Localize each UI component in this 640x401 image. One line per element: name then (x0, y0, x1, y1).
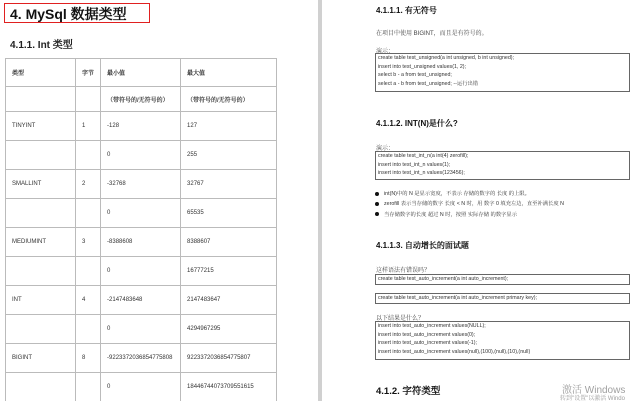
code-line: create table test_auto_increment(a int auto_increment); (378, 276, 509, 282)
bullet-text: 当存储数字的长度 超过 N 时，按照 实际存储 的数字显示 (384, 211, 518, 218)
table-cell: -8388608 (101, 228, 181, 257)
table-cell: -9223372036854775808 (101, 344, 181, 373)
table-cell (76, 315, 101, 344)
table-cell: 8388607 (181, 228, 277, 257)
table-cell: -128 (101, 112, 181, 141)
table-cell: INT (6, 286, 76, 315)
code-line: insert into test_auto_increment values(NULL); (378, 323, 486, 329)
table-cell: 0 (101, 315, 181, 344)
table-cell (6, 257, 76, 286)
question-result: 以下结果是什么？ (376, 316, 425, 322)
table-cell: 4294967295 (181, 315, 277, 344)
left-page (0, 0, 318, 401)
code-line: create table test_unsigned(a int unsigned, b int unsigned); (378, 55, 515, 61)
list-item (375, 199, 564, 209)
table-cell: 32767 (181, 170, 277, 199)
list-item (375, 210, 564, 220)
table-header-cell: 最大值 (181, 59, 277, 87)
table-header-row (6, 59, 277, 87)
table-row (6, 170, 277, 199)
table-cell: -2147483648 (101, 286, 181, 315)
table-cell: （带符号的/无符号的） (181, 87, 277, 112)
table-row (6, 228, 277, 257)
table-row (6, 315, 277, 344)
table-row (6, 257, 277, 286)
question-syntax: 这样语法有错误吗？ (376, 268, 431, 274)
table-cell (76, 373, 101, 401)
table-cell: 255 (181, 141, 277, 170)
table-row (6, 112, 277, 141)
table-cell: 127 (181, 112, 277, 141)
activation-watermark-title: 激活 Windows (562, 385, 626, 396)
table-cell: 1 (76, 112, 101, 141)
table-cell (76, 257, 101, 286)
table-row (6, 199, 277, 228)
code-line: insert into test_int_n values(1); (378, 161, 451, 168)
table-cell (6, 87, 76, 112)
code-line: create table test_int_n(a int(4) zerofill); (378, 153, 469, 159)
code-line: insert into test_auto_increment values(-1); (378, 340, 477, 346)
demo-label: 演示： (376, 49, 395, 55)
code-block-ai-2 (375, 293, 630, 304)
heading-unsigned: 4.1.1.1. 有无符号 (376, 6, 437, 15)
code-block-int-n (375, 151, 630, 180)
code-block-ai-3 (375, 321, 630, 360)
table-cell: 16777215 (181, 257, 277, 286)
table-header-cell: 字节 (76, 59, 101, 87)
table-cell: 0 (101, 141, 181, 170)
table-cell: SMALLINT (6, 170, 76, 199)
code-line: insert into test_unsigned values(1, 2); (378, 63, 467, 70)
demo-label: 演示： (376, 146, 395, 152)
table-cell: 9223372036854775807 (181, 344, 277, 373)
table-cell: BIGINT (6, 344, 76, 373)
table-cell (6, 315, 76, 344)
code-line: insert into test_int_n values(123456); (378, 170, 465, 176)
unsigned-paragraph: 在项目中使用 BIGINT，而且是有符号的。 (376, 31, 488, 37)
table-cell: 2147483647 (181, 286, 277, 315)
table-cell: 0 (101, 373, 181, 401)
code-block-ai-1 (375, 274, 630, 285)
table-cell (6, 373, 76, 401)
bullet-text: zerofill 表示当存储的数字 长度 < N 时，用 数字 0 填充左边，直至补满长度 N (384, 201, 564, 208)
right-page (322, 0, 640, 401)
heading-auto-increment: 4.1.1.3. 自动增长的面试题 (376, 241, 469, 250)
bullet-icon (375, 202, 379, 206)
table-cell: 8 (76, 344, 101, 373)
table-cell: -32768 (101, 170, 181, 199)
code-line: create table test_auto_increment(a int auto_increment primary key); (378, 295, 537, 301)
table-cell: 4 (76, 286, 101, 315)
activation-watermark-subtitle: 转到"设置"以激活 Windo (560, 396, 625, 401)
table-row (6, 373, 277, 401)
code-line: select b - a from test_unsigned; (378, 72, 452, 78)
table-header-cell: 最小值 (101, 59, 181, 87)
table-subheader-row (6, 87, 277, 112)
table-cell: （带符号的/无符号的） (101, 87, 181, 112)
table-cell: MEDIUMINT (6, 228, 76, 257)
code-line: insert into test_auto_increment values(null),(100),(null),(10),(null) (378, 348, 531, 355)
bullet-icon (375, 192, 379, 196)
table-row (6, 141, 277, 170)
table-cell (76, 199, 101, 228)
bullet-icon (375, 212, 379, 216)
int-n-bullet-list (375, 189, 564, 220)
table-cell (76, 141, 101, 170)
heading-int-n: 4.1.1.2. INT(N)是什么? (376, 119, 458, 128)
code-line: insert into test_auto_increment values(0); (378, 331, 476, 338)
table-cell: 0 (101, 257, 181, 286)
table-row (6, 344, 277, 373)
table-cell (6, 199, 76, 228)
section-heading-int-type: 4.1.1. Int 类型 (10, 40, 73, 51)
table-cell: 18446744073709551615 (181, 373, 277, 401)
table-header-cell: 类型 (6, 59, 76, 87)
bullet-text: int(N)中的 N 是显示宽度，不表示 存储的数字的 长度 的上限。 (384, 191, 530, 197)
table-cell: 3 (76, 228, 101, 257)
table-cell: 0 (101, 199, 181, 228)
code-line: select a - b from test_unsigned; --运行出错 (378, 80, 479, 87)
table-cell: 2 (76, 170, 101, 199)
table-cell: 65535 (181, 199, 277, 228)
table-row (6, 286, 277, 315)
table-cell: TINYINT (6, 112, 76, 141)
code-block-unsigned (375, 53, 630, 92)
heading-char-type: 4.1.2. 字符类型 (376, 386, 441, 397)
page-title: 4. MySql 数据类型 (10, 6, 127, 22)
list-item (375, 189, 564, 199)
int-types-table (5, 58, 277, 401)
table-cell (6, 141, 76, 170)
table-cell (76, 87, 101, 112)
